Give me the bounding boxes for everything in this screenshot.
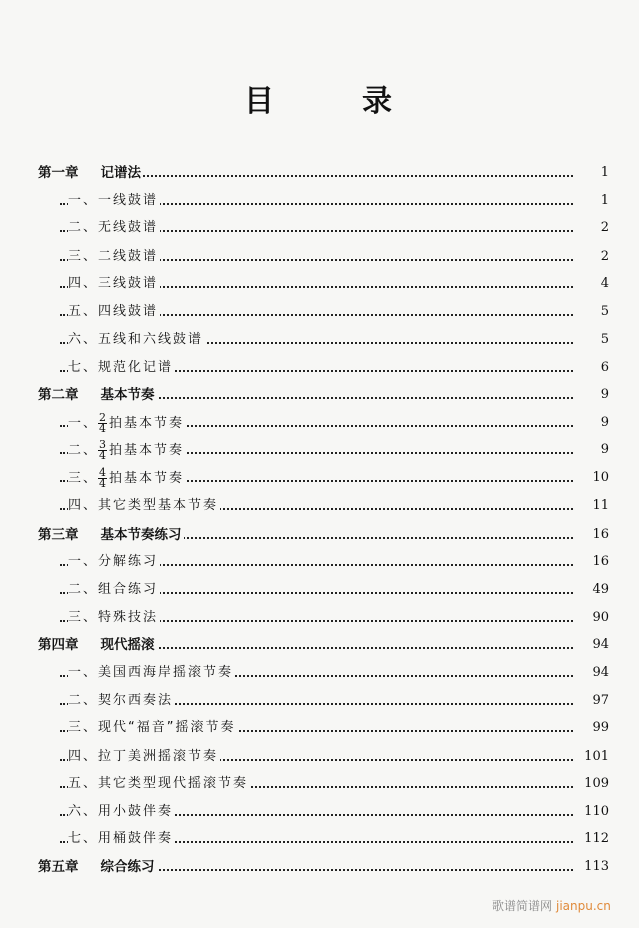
time-signature-numerator: 3 bbox=[99, 438, 107, 451]
section-title: 拍基本节奏 bbox=[109, 416, 185, 431]
toc-entry-label: 七、规范化记谱 bbox=[68, 358, 175, 378]
chapter-number: 第五章 bbox=[38, 859, 79, 875]
page-number: 90 bbox=[592, 610, 609, 625]
toc-entry-label bbox=[38, 857, 157, 877]
toc-entry-label: 二、无线鼓谱 bbox=[68, 218, 160, 238]
page-number: 5 bbox=[600, 332, 609, 347]
toc-entry-label: 一、一线鼓谱 bbox=[68, 191, 160, 211]
page-number: 101 bbox=[584, 749, 609, 764]
toc-section-entry[interactable] bbox=[0, 552, 639, 572]
toc-entry-label: 六、五线和六线鼓谱 bbox=[68, 330, 205, 350]
page-number: 6 bbox=[600, 360, 609, 375]
toc-section-entry[interactable] bbox=[0, 691, 639, 711]
toc-entry-label: 五、其它类型现代摇滚节奏 bbox=[68, 774, 250, 794]
toc-chapter-entry[interactable] bbox=[0, 635, 639, 655]
time-signature bbox=[98, 468, 107, 489]
toc-entry-label: 一、分解练习 bbox=[68, 552, 160, 572]
page-number: 110 bbox=[584, 804, 609, 819]
page-number: 109 bbox=[584, 776, 609, 791]
watermark-en: jianpu.cn bbox=[556, 899, 611, 913]
section-prefix: 一、 bbox=[68, 416, 99, 431]
time-signature-numerator: 4 bbox=[99, 466, 107, 479]
toc-entry-label bbox=[68, 413, 186, 434]
page-number: 9 bbox=[600, 415, 609, 430]
time-signature bbox=[98, 413, 107, 434]
time-signature-denominator: 4 bbox=[99, 477, 107, 490]
toc-section-entry[interactable] bbox=[0, 302, 639, 322]
page-number: 9 bbox=[600, 387, 609, 402]
page-number: 97 bbox=[592, 693, 609, 708]
section-prefix: 二、 bbox=[68, 443, 99, 458]
toc-section-entry[interactable] bbox=[0, 274, 639, 294]
time-signature-denominator: 4 bbox=[99, 422, 107, 435]
title-char-1: 目 bbox=[244, 84, 274, 119]
chapter-title: 基本节奏练习 bbox=[100, 527, 182, 543]
time-signature-numerator: 2 bbox=[99, 411, 107, 424]
toc-section-entry[interactable] bbox=[0, 247, 639, 267]
toc-entry-label: 二、组合练习 bbox=[68, 580, 160, 600]
chapter-title: 综合练习 bbox=[100, 859, 155, 875]
toc-section-entry[interactable] bbox=[0, 191, 639, 211]
toc-entry-label: 一、美国西海岸摇滚节奏 bbox=[68, 663, 235, 683]
chapter-title: 基本节奏 bbox=[100, 387, 155, 403]
page-number: 113 bbox=[584, 859, 609, 874]
toc-entry-label: 三、现代“福音”摇滚节奏 bbox=[68, 718, 237, 738]
toc-section-entry[interactable] bbox=[0, 829, 639, 849]
toc-entry-label bbox=[38, 635, 157, 655]
page-number: 2 bbox=[600, 220, 609, 235]
toc-section-entry[interactable] bbox=[0, 440, 639, 460]
chapter-number: 第一章 bbox=[38, 165, 79, 181]
toc-chapter-entry[interactable] bbox=[0, 857, 639, 877]
toc-entry-label bbox=[68, 440, 186, 461]
toc-section-entry[interactable] bbox=[0, 580, 639, 600]
toc-section-entry[interactable] bbox=[0, 468, 639, 488]
page-number: 99 bbox=[592, 720, 609, 735]
toc-entry-label: 三、二线鼓谱 bbox=[68, 247, 160, 267]
chapter-title: 记谱法 bbox=[100, 165, 141, 181]
toc-section-entry[interactable] bbox=[0, 218, 639, 238]
toc-entry-label: 六、用小鼓伴奏 bbox=[68, 802, 175, 822]
toc-section-entry[interactable] bbox=[0, 718, 639, 738]
page-number: 16 bbox=[592, 554, 609, 569]
page-number: 94 bbox=[592, 637, 609, 652]
toc-section-entry[interactable] bbox=[0, 496, 639, 516]
section-prefix: 三、 bbox=[68, 471, 99, 486]
toc-entry-label: 五、四线鼓谱 bbox=[68, 302, 160, 322]
title-char-2: 录 bbox=[362, 84, 392, 119]
toc-entry-label bbox=[38, 385, 157, 405]
page-number: 1 bbox=[600, 193, 609, 208]
page-number: 1 bbox=[600, 165, 609, 180]
time-signature bbox=[98, 440, 107, 461]
toc-section-entry[interactable] bbox=[0, 413, 639, 433]
page-number: 112 bbox=[584, 831, 609, 846]
chapter-number: 第四章 bbox=[38, 637, 79, 653]
page-number: 10 bbox=[592, 470, 609, 485]
section-title: 拍基本节奏 bbox=[109, 443, 185, 458]
page-number: 16 bbox=[592, 527, 609, 542]
toc-section-entry[interactable] bbox=[0, 774, 639, 794]
toc-section-entry[interactable] bbox=[0, 802, 639, 822]
page-number: 4 bbox=[600, 276, 609, 291]
time-signature-denominator: 4 bbox=[99, 449, 107, 462]
toc-section-entry[interactable] bbox=[0, 358, 639, 378]
toc-chapter-entry[interactable] bbox=[0, 163, 639, 183]
page-number: 11 bbox=[592, 498, 609, 513]
toc-section-entry[interactable] bbox=[0, 330, 639, 350]
watermark-cn: 歌谱简谱网 bbox=[492, 899, 553, 913]
toc-entry-label: 四、其它类型基本节奏 bbox=[68, 496, 220, 516]
toc-section-entry[interactable] bbox=[0, 608, 639, 628]
page-number: 9 bbox=[600, 442, 609, 457]
chapter-number: 第二章 bbox=[38, 387, 79, 403]
page-number: 2 bbox=[600, 249, 609, 264]
toc-entry-label: 七、用桶鼓伴奏 bbox=[68, 829, 175, 849]
toc-entry-label bbox=[68, 468, 186, 489]
page-number: 5 bbox=[600, 304, 609, 319]
toc-entry-label bbox=[38, 163, 143, 183]
page-number: 49 bbox=[592, 582, 609, 597]
page-number: 94 bbox=[592, 665, 609, 680]
toc-chapter-entry[interactable] bbox=[0, 385, 639, 405]
page-title bbox=[0, 84, 639, 124]
chapter-number: 第三章 bbox=[38, 527, 79, 543]
chapter-title: 现代摇滚 bbox=[100, 637, 155, 653]
toc-section-entry[interactable] bbox=[0, 747, 639, 767]
toc-entry-label: 四、三线鼓谱 bbox=[68, 274, 160, 294]
toc-entry-label: 二、契尔西奏法 bbox=[68, 691, 175, 711]
toc-entry-label bbox=[38, 525, 184, 545]
watermark bbox=[492, 897, 611, 914]
toc-entry-label: 三、特殊技法 bbox=[68, 608, 160, 628]
toc-section-entry[interactable] bbox=[0, 663, 639, 683]
section-title: 拍基本节奏 bbox=[109, 471, 185, 486]
toc-entry-label: 四、拉丁美洲摇滚节奏 bbox=[68, 747, 220, 767]
toc-chapter-entry[interactable] bbox=[0, 525, 639, 545]
